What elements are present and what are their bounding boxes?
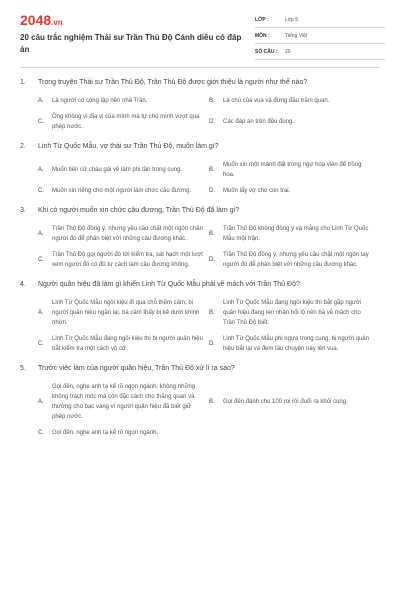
answer-option-c[interactable]: [38, 112, 209, 132]
question-stem: Khi có người muốn xin chức câu đương, Trần Thủ Độ đã làm gì?: [38, 207, 240, 214]
question-number: 3.: [20, 207, 26, 214]
answer-text: Muốn tiến cử cháu gái về làm phi tần trong cung.: [52, 167, 183, 173]
answer-letter: C.: [38, 430, 44, 436]
question-4: [20, 279, 380, 354]
answer-option-d[interactable]: [209, 250, 380, 270]
question-text: [20, 141, 380, 153]
answer-letter: C.: [38, 119, 44, 125]
answer-text: Linh Từ Quốc Mẫu đang ngồi kiệu thì bị người quân hiệu bắt kiểm tra một cách vô cớ.: [52, 336, 203, 352]
question-stem: Trước việc làm của người quân hiệu, Trần Thủ Độ xử lí ra sao?: [38, 365, 235, 372]
meta-value: Tiếng Việt: [285, 32, 308, 39]
question-2: [20, 141, 380, 196]
answer-text: Gọi đến, nghe anh ta kể rõ ngọn ngành, không những không trách móc mà còn đặc cách cho thăng quan và thưởng cho bạc vàng vì người quân hiệu đã biết giữ phép nước.: [52, 384, 196, 420]
answer-option-a[interactable]: [38, 96, 209, 106]
answer-letter: B.: [209, 310, 215, 316]
answer-letter: B.: [209, 167, 215, 173]
answer-grid: [20, 298, 380, 354]
document-title: 20 câu trắc nghiệm Thái sư Trần Thủ Độ Cánh diều có đáp án: [20, 33, 242, 54]
answer-text: Gọi đến đánh cho 100 roi rồi đuổi ra khỏi cung.: [223, 399, 348, 405]
answer-letter: D.: [209, 341, 215, 347]
meta-table: [255, 12, 385, 60]
answer-option-b[interactable]: [209, 96, 380, 106]
answer-option-d[interactable]: [209, 186, 380, 196]
answer-letter: C.: [38, 257, 44, 263]
question-text: [20, 279, 380, 291]
answer-grid: [20, 160, 380, 196]
answer-option-a[interactable]: [38, 160, 209, 180]
answer-letter: A.: [38, 231, 44, 237]
answer-option-b[interactable]: [209, 160, 380, 180]
answer-text: Muốn lấy vợ cho con trai.: [223, 188, 291, 194]
answer-text: Là người có công lập nên nhà Trần.: [52, 98, 148, 104]
meta-label: LỚP :: [255, 16, 269, 23]
answer-text: Các đáp án trên đều đúng.: [223, 119, 295, 125]
question-number: 2.: [20, 143, 26, 150]
answer-grid: [20, 382, 380, 438]
meta-row-count: [255, 44, 385, 60]
answer-letter: C.: [38, 188, 44, 194]
answer-text: Trần Thủ Độ không đồng ý và mắng cho Linh Từ Quốc Mẫu một trận.: [223, 226, 369, 242]
answer-grid: [20, 224, 380, 270]
question-stem: Người quân hiệu đã làm gì khiến Linh Từ Quốc Mẫu phải về mách với Trần Thủ Độ?: [38, 281, 300, 288]
answer-text: Linh Từ Quốc Mẫu đang ngồi kiệu thì bắt gặp người quân hiệu đang lén nhận hối lộ nên bà về mách cho Trần Thủ Độ biết.: [223, 300, 362, 326]
answer-text: Trần Thủ Độ gọi người đó tới kiểm tra, sát hạch một lượt xem người đó có đủ tư cách làm câu đương không.: [52, 252, 203, 268]
answer-letter: B.: [209, 399, 215, 405]
meta-row-class: [255, 12, 385, 28]
question-text: [20, 77, 380, 89]
answer-option-c[interactable]: [38, 334, 209, 354]
meta-value: 20: [285, 48, 291, 55]
meta-value: Lớp 5: [285, 16, 299, 23]
answer-letter: C.: [38, 341, 44, 347]
question-number: 1.: [20, 79, 26, 86]
answer-option-a[interactable]: [38, 298, 209, 328]
answer-text: Gọi đến, nghe anh ta kể rõ ngọn ngành,: [52, 430, 159, 436]
answer-option-a[interactable]: [38, 224, 209, 244]
logo-main: 2048: [20, 12, 52, 28]
answer-text: Muốn xin một mảnh đất trong ngự hoa viên để trồng hoa.: [223, 162, 362, 178]
answer-text: Linh Từ Quốc Mẫu phi ngựa trong cung, bị người quân hiệu bắt lại và đem tâu chuyện này lên vua.: [223, 336, 369, 352]
answer-option-c[interactable]: [38, 250, 209, 270]
meta-label: SỐ CÂU :: [255, 48, 278, 55]
answer-letter: B.: [209, 231, 215, 237]
header-divider: [20, 67, 380, 68]
answer-letter: B.: [209, 98, 215, 104]
question-stem: Linh Từ Quốc Mẫu, vợ thái sư Trần Thủ Độ, muốn làm gì?: [38, 143, 219, 150]
logo-suffix: .vn: [51, 18, 63, 27]
question-3: [20, 205, 380, 270]
answer-letter: D.: [209, 257, 215, 263]
answer-letter: A.: [38, 98, 44, 104]
answer-option-d[interactable]: [209, 112, 380, 132]
answer-option-a[interactable]: [38, 382, 209, 422]
document-header: [0, 0, 400, 62]
answer-text: Linh Từ Quốc Mẫu ngồi kiệu đi qua chỗ thềm cấm, bị người quân hiệu ngăn lại, bà cảm thấy bị kẻ dưới khinh nhờn.: [52, 300, 200, 326]
answer-letter: A.: [38, 310, 44, 316]
meta-row-subject: [255, 28, 385, 44]
question-stem: Trong truyện Thái sư Trần Thủ Độ, Trần Thủ Độ được giới thiệu là người như thế nào?: [38, 79, 308, 86]
answer-letter: D.: [209, 188, 215, 194]
answer-option-c[interactable]: [38, 428, 209, 438]
question-text: [20, 363, 380, 375]
question-list: [20, 77, 380, 447]
question-text: [20, 205, 380, 217]
answer-option-b[interactable]: [209, 382, 380, 422]
question-5: [20, 363, 380, 438]
answer-option-d[interactable]: [209, 334, 380, 354]
question-number: 5.: [20, 365, 26, 372]
site-logo[interactable]: [20, 12, 63, 28]
answer-text: Trần Thủ Độ đồng ý, nhưng yêu cầu chặt một ngón chân người đó để phân biệt với những câu đương khác.: [52, 226, 203, 242]
answer-text: Trần Thủ Độ đồng ý, nhưng yêu cầu chặt một ngón tay người đó để phân biệt với những câu đương khác.: [223, 252, 369, 268]
answer-letter: A.: [38, 399, 44, 405]
answer-text: Ông không vì địa vị của mình mà tự cho mình vượt qua phép nước.: [52, 114, 200, 130]
answer-option-b[interactable]: [209, 298, 380, 328]
answer-grid: [20, 96, 380, 132]
answer-option-b[interactable]: [209, 224, 380, 244]
answer-text: Là chú của vua và đứng đầu trăm quan.: [223, 98, 330, 104]
question-1: [20, 77, 380, 132]
answer-option-c[interactable]: [38, 186, 209, 196]
question-number: 4.: [20, 281, 26, 288]
answer-letter: D.: [209, 119, 215, 125]
meta-label: MÔN :: [255, 32, 270, 39]
answer-text: Muốn xin riêng cho một người làm chức câu đương.: [52, 188, 191, 194]
answer-letter: A.: [38, 167, 44, 173]
